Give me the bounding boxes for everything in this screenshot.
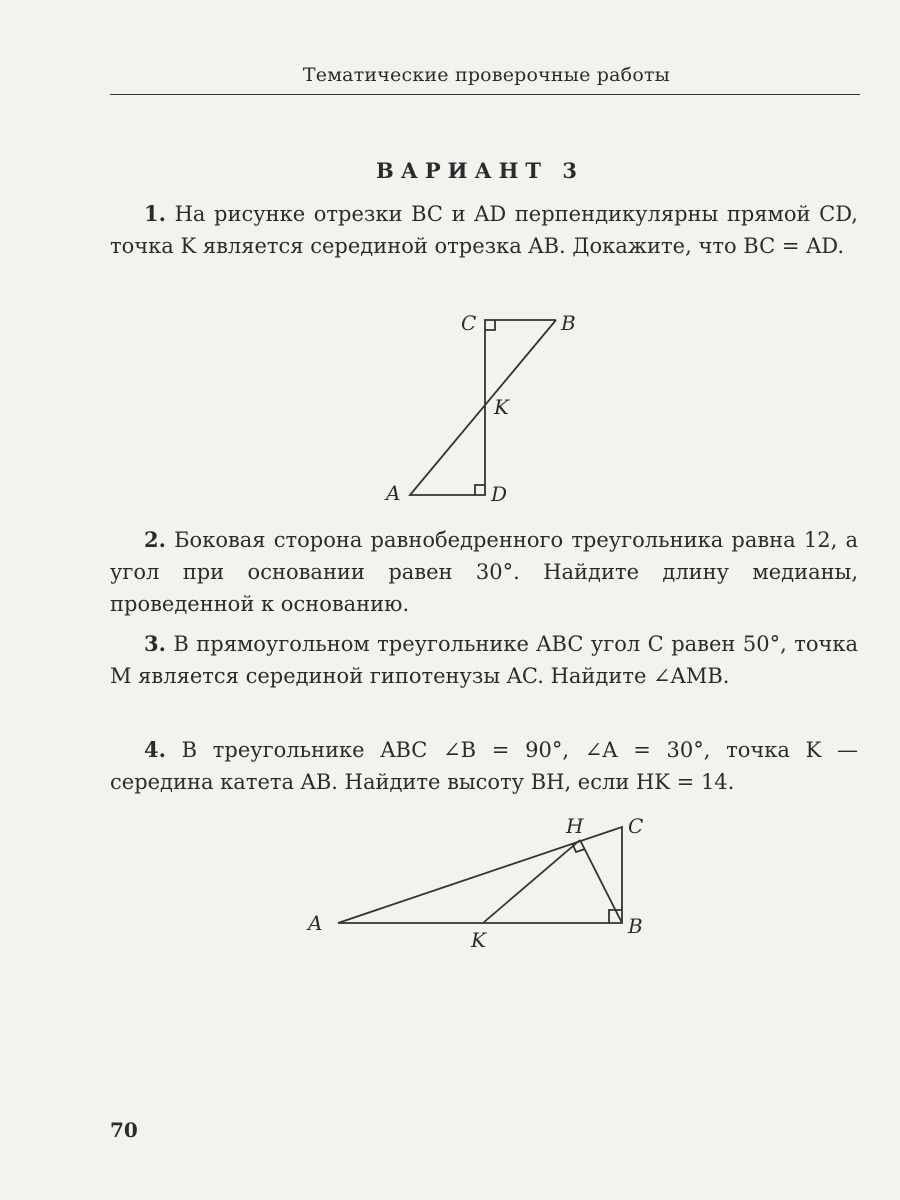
variant-title: ВАРИАНТ 3 [376, 158, 584, 183]
figure-1-right-angle-c [485, 320, 495, 330]
task-3-text: В прямоугольном треугольнике ABC угол C равен 50°, точка M является серединой гипотенузы AC. Найдите ∠AMB. [110, 632, 858, 688]
task-2-number: 2. [144, 527, 166, 552]
task-1 [110, 198, 858, 262]
figure-1-label-d: D [491, 482, 508, 506]
task-2 [110, 524, 858, 620]
figure-1-right-angle-d [475, 485, 485, 495]
figure-1-zigzag [410, 320, 556, 495]
task-4-text: В треугольнике ABC ∠B = 90°, ∠A = 30°, точка K — середина катета AB. Найдите высоту BH, если HK = 14. [110, 738, 858, 794]
figure-2-segment-hk [483, 840, 580, 923]
running-header: Тематические проверочные работы [302, 64, 670, 86]
figure-2-label-k: K [471, 928, 486, 952]
figure-2-diagram [300, 805, 670, 955]
figure-2-label-h: H [566, 814, 584, 838]
figure-1-diagram [370, 305, 610, 510]
page-number: 70 [110, 1118, 138, 1142]
task-3-number: 3. [144, 631, 166, 656]
header-rule [110, 94, 860, 95]
figure-1-label-b: B [561, 311, 576, 335]
figure-2-label-c: C [628, 814, 644, 838]
task-3 [110, 628, 858, 692]
task-1-text: На рисунке отрезки BC и AD перпендикулярны прямой CD, точка K является серединой отрезка AB. Докажите, что BC = AD. [110, 202, 858, 258]
figure-2-label-a: A [308, 911, 323, 935]
task-1-number: 1. [144, 201, 166, 226]
task-4-number: 4. [144, 737, 166, 762]
figure-1-label-c: C [461, 311, 477, 335]
task-4 [110, 734, 858, 798]
task-2-text: Боковая сторона равнобедренного треугольника равна 12, а угол при основании равен 30°. Найдите длину медианы, проведенной к основанию. [110, 528, 858, 616]
figure-1-label-a: A [386, 481, 401, 505]
figure-1-label-k: K [494, 395, 509, 419]
figure-2-label-b: B [628, 914, 643, 938]
